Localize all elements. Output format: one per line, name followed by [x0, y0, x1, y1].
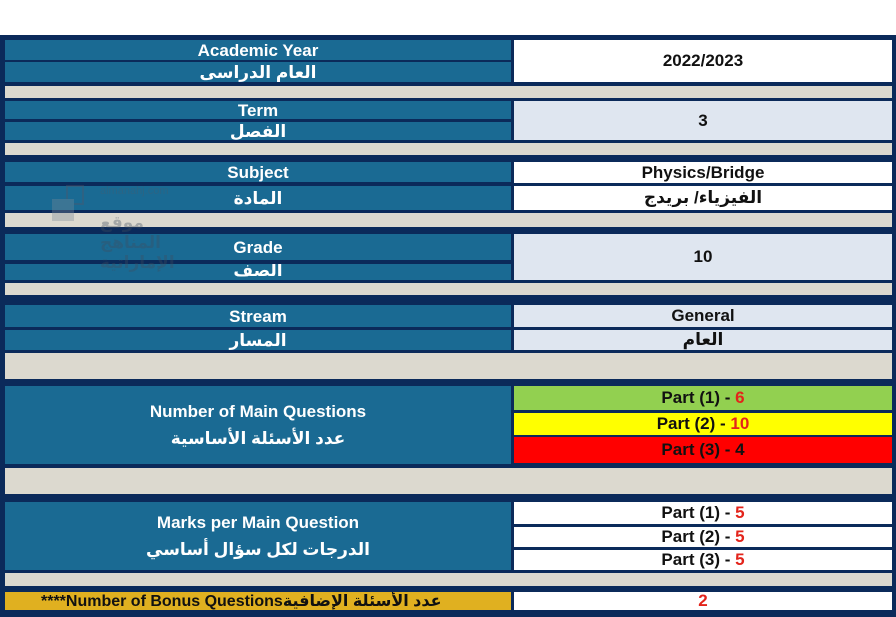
marks-label: Marks per Main Question الدرجات لكل سؤال أساسي [5, 502, 511, 570]
stream-value-en: General [514, 305, 892, 327]
marks-part-3: Part (3) - 5 [514, 550, 892, 570]
row-gap [5, 213, 892, 227]
row-gap [5, 468, 892, 494]
stream-value-ar: العام [514, 330, 892, 350]
grade-label-en: Grade [5, 234, 511, 260]
main-questions-part-1: Part (1) - 6 [514, 386, 892, 410]
term-label-ar: الفصل [5, 122, 511, 140]
row-gap [5, 143, 892, 155]
bonus-questions-value: 2 [514, 592, 892, 610]
row-gap [5, 353, 892, 379]
academic-year-value: 2022/2023 [514, 40, 892, 82]
subject-value-en: Physics/Bridge [514, 162, 892, 183]
academic-year-label-en: Academic Year [5, 40, 511, 60]
watermark-url: almanahj.com [100, 185, 169, 197]
term-value: 3 [514, 101, 892, 140]
grade-value: 10 [514, 234, 892, 280]
stream-label-en: Stream [5, 305, 511, 327]
grade-label-ar: الصف [5, 264, 511, 280]
academic-year-label-ar: العام الدراسى [5, 62, 511, 82]
subject-label-ar: المادة [5, 186, 511, 210]
main-questions-part-3: Part (3) - 4 [514, 437, 892, 463]
marks-part-2: Part (2) - 5 [514, 527, 892, 547]
term-label-en: Term [5, 101, 511, 119]
subject-label-en: Subject [5, 162, 511, 182]
main-questions-part-2: Part (2) - 10 [514, 413, 892, 435]
row-gap [5, 573, 892, 586]
main-questions-label: Number of Main Questions عدد الأسئلة الأساسية [5, 386, 511, 464]
subject-value-ar: الفيزياء/ بريدج [514, 186, 892, 210]
row-gap [5, 283, 892, 295]
watermark-title: موقع المناهج الإماراتية [100, 213, 175, 272]
marks-part-1: Part (1) - 5 [514, 502, 892, 524]
bonus-questions-label: ****Number of Bonus Questionsعدد الأسئلة الإضافية [5, 592, 511, 610]
stream-label-ar: المسار [5, 330, 511, 350]
row-gap [5, 86, 892, 98]
